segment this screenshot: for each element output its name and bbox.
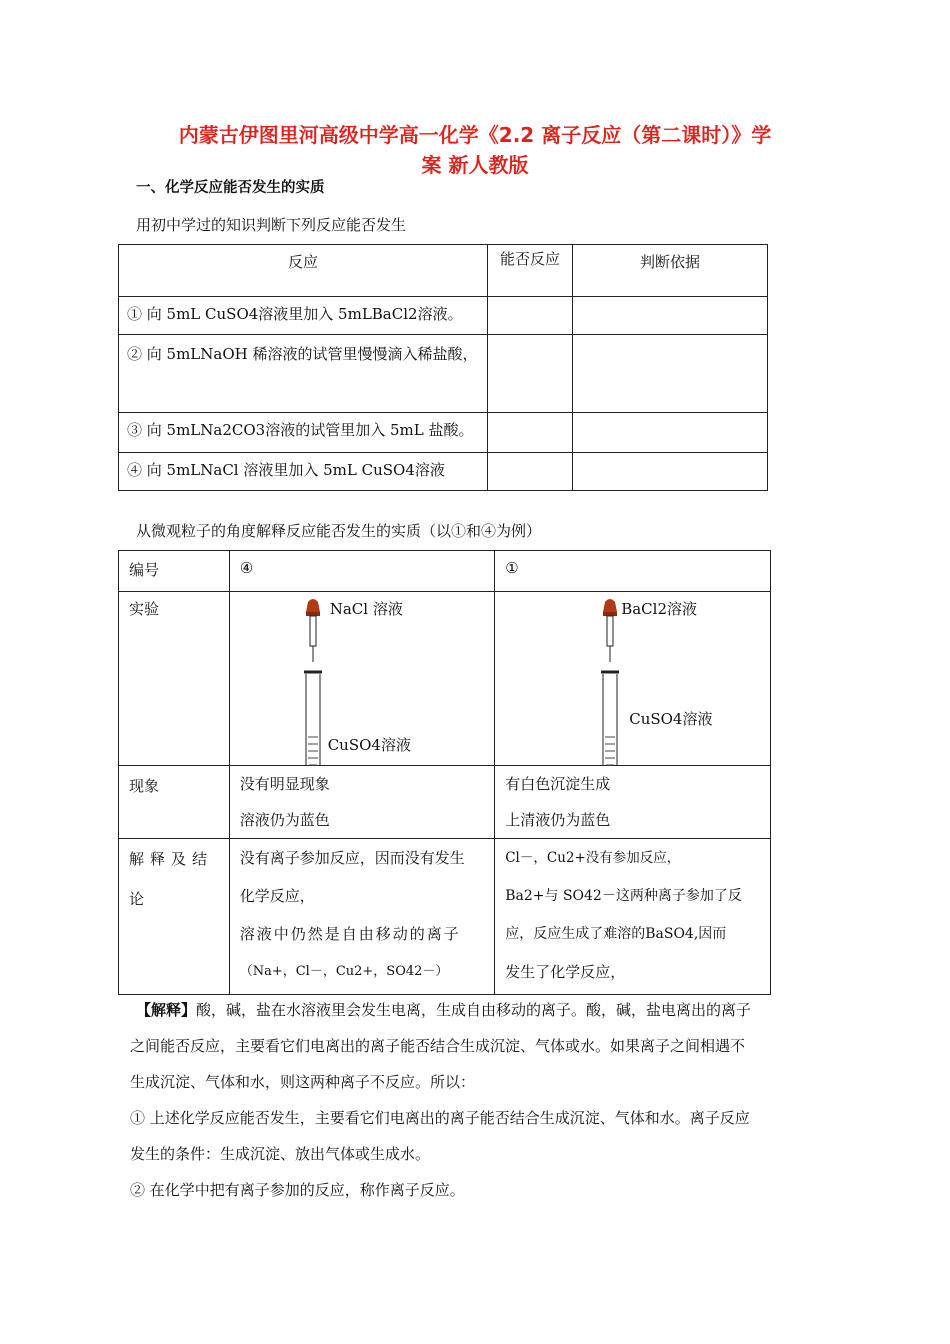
row-2-reaction: ② 向 5mLNaOH 稀溶液的试管里慢慢滴入稀盐酸， <box>119 335 488 413</box>
section-heading: 一、化学反应能否发生的实质 <box>136 180 325 196</box>
explanation-line-5: 发生的条件：生成沉淀、放出气体或生成水。 <box>130 1145 431 1163</box>
table-row <box>119 335 768 413</box>
label-phenomenon: 现象 <box>119 766 230 839</box>
concl4-line-b: 化学反应， <box>239 887 315 905</box>
exp1-dropper-label: BaCl2溶液 <box>621 600 698 618</box>
header-reaction: 反应 <box>119 245 488 297</box>
explanation-text-1: 酸，碱，盐在水溶液里会发生电离，生成自由移动的离子。酸，碱，盐电离出的离子 <box>196 1001 752 1019</box>
row-3-basis <box>573 413 768 453</box>
experiment-row <box>119 592 771 766</box>
row-2-can-react <box>488 335 573 413</box>
concl1-line-c: 应，反应生成了难溶的BaSO4,因而 <box>505 926 727 942</box>
document-title <box>120 120 830 180</box>
row-2-basis <box>573 335 768 413</box>
row-1-reaction: ① 向 5mL CuSO4溶液里加入 5mLBaCl2溶液。 <box>119 297 488 335</box>
label-experiment: 实验 <box>119 592 230 766</box>
phen4-line-b: 溶液仍为蓝色 <box>239 811 330 829</box>
label-conclusion: 解释及结论 <box>119 839 230 995</box>
header-basis: 判断依据 <box>573 245 768 297</box>
col-1-header: ① <box>495 551 771 592</box>
phenomenon-4-cell <box>229 766 495 839</box>
concl4-line-d: （Na+，Cl－，Cu2+，SO42－） <box>239 964 449 979</box>
explanation-line-6: ② 在化学中把有离子参加的反应，称作离子反应。 <box>130 1181 465 1199</box>
title-line-1: 内蒙古伊图里河高级中学高一化学《2.2 离子反应（第二课时）》学 <box>178 123 772 147</box>
table-row <box>119 413 768 453</box>
row-4-basis <box>573 453 768 491</box>
experiment-1-cell <box>495 592 771 766</box>
explanation-label: 【解释】 <box>136 1001 197 1019</box>
table-row <box>119 297 768 335</box>
conclusion-1-cell <box>495 839 771 995</box>
micro-intro-text: 从微观粒子的角度解释反应能否发生的实质（以①和④为例） <box>136 522 542 540</box>
row-1-can-react <box>488 297 573 335</box>
concl1-line-b: Ba2+与 SO42－这两种离子参加了反 <box>505 888 742 904</box>
experiment-4-cell <box>229 592 495 766</box>
concl4-line-c: 溶液中仍然是自由移动的离子 <box>239 925 461 943</box>
exp4-tube-label: CuSO4溶液 <box>327 736 411 754</box>
intro-text: 用初中学过的知识判断下列反应能否发生 <box>136 216 407 234</box>
explanation-line-3: 生成沉淀、气体和水，则这两种离子不反应。所以： <box>130 1073 476 1091</box>
number-row <box>119 551 771 592</box>
table-row <box>119 453 768 491</box>
row-4-reaction: ④ 向 5mLNaCl 溶液里加入 5mL CuSO4溶液 <box>119 453 488 491</box>
row-3-reaction: ③ 向 5mLNa2CO3溶液的试管里加入 5mL 盐酸。 <box>119 413 488 453</box>
header-can-react: 能否反应 <box>488 245 573 297</box>
label-number: 编号 <box>119 551 230 592</box>
exp1-tube-label: CuSO4溶液 <box>629 710 713 728</box>
row-3-can-react <box>488 413 573 453</box>
reaction-table <box>118 244 768 491</box>
concl4-line-a: 没有离子参加反应，因而没有发生 <box>239 849 465 867</box>
row-1-basis <box>573 297 768 335</box>
micro-table <box>118 550 771 995</box>
conclusion-4-cell <box>229 839 495 995</box>
title-line-2: 案 新人教版 <box>421 153 529 177</box>
explanation-line-1 <box>136 992 836 1028</box>
phen4-line-a: 没有明显现象 <box>239 775 330 793</box>
phen1-line-a: 有白色沉淀生成 <box>505 775 611 793</box>
concl1-line-d: 发生了化学反应， <box>505 963 626 981</box>
table-header-row <box>119 245 768 297</box>
explanation-line-2: 之间能否反应，主要看它们电离出的离子能否结合生成沉淀、气体或水。如果离子之间相遇不 <box>130 1037 746 1055</box>
conclusion-row <box>119 839 771 995</box>
exp4-dropper-label: NaCl 溶液 <box>329 600 403 618</box>
explanation-block <box>130 992 836 1208</box>
phenomenon-1-cell <box>495 766 771 839</box>
row-4-can-react <box>488 453 573 491</box>
phen1-line-b: 上清液仍为蓝色 <box>505 811 611 829</box>
col-4-header: ④ <box>229 551 495 592</box>
explanation-line-4: ① 上述化学反应能否发生，主要看它们电离出的离子能否结合生成沉淀、气体和水。离子反应 <box>130 1109 750 1127</box>
concl1-line-a: Cl－，Cu2+没有参加反应， <box>505 850 681 866</box>
phenomenon-row <box>119 766 771 839</box>
